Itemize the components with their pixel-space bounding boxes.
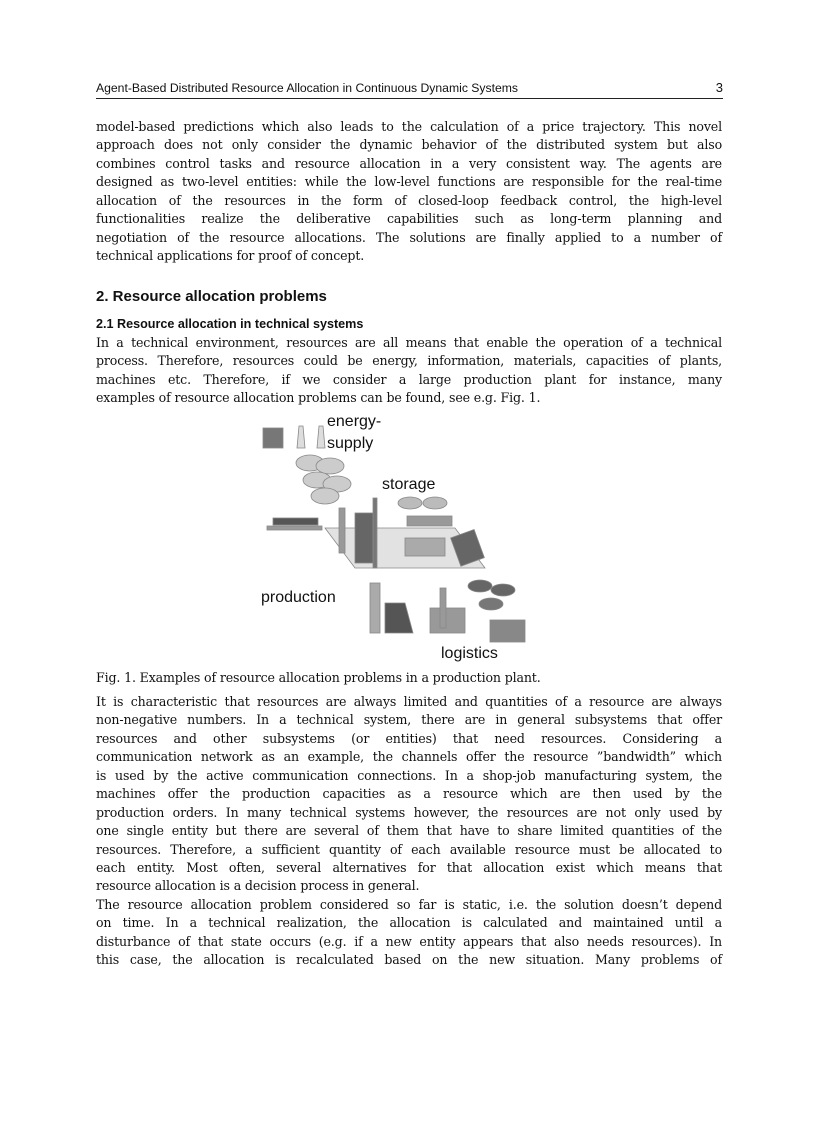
page-number: 3 bbox=[715, 80, 723, 95]
intro-paragraph bbox=[96, 118, 722, 266]
figure-production-plant bbox=[255, 408, 535, 663]
text-line: technical applications for proof of concept. bbox=[96, 248, 365, 264]
plant-illustration bbox=[263, 426, 525, 642]
text-line: on time. In a technical realization, the allocation is calculated and maintained until a bbox=[96, 915, 722, 931]
text-line: is used by the active communication connections. In a shop-job manufacturing system, the bbox=[96, 767, 722, 783]
label-energy-supply-2: supply bbox=[327, 435, 374, 452]
paragraph-3 bbox=[96, 693, 722, 896]
paragraph-2 bbox=[96, 334, 722, 408]
text-line: this case, the allocation is recalculated based on the new situation. Many problems of bbox=[96, 952, 722, 968]
label-production: production bbox=[261, 589, 336, 606]
label-energy-supply-1: energy- bbox=[327, 413, 382, 430]
text-line: resources. Therefore, a sufficient quantity of each available resource must be allocated to bbox=[96, 841, 722, 857]
text-line: negotiation of the resource allocations. The solutions are finally applied to a number of bbox=[96, 229, 722, 245]
text-line: communication network as an example, the channels offer the resource ”bandwidth” which bbox=[96, 749, 722, 765]
text-line: resource allocation is a decision process in general. bbox=[96, 878, 420, 894]
text-line: The resource allocation problem considered so far is static, i.e. the solution doesn’t depend bbox=[96, 897, 722, 912]
paragraph-4 bbox=[96, 896, 722, 970]
subsection-heading: 2.1 Resource allocation in technical systems bbox=[96, 317, 364, 331]
text-line: machines etc. Therefore, if we consider a large production plant for instance, many bbox=[96, 371, 722, 387]
label-storage: storage bbox=[382, 476, 436, 493]
text-line: allocation of the resources in the form of closed-loop feedback control, the high-level bbox=[96, 192, 722, 208]
text-line: model-based predictions which also leads to the calculation of a price trajectory. This novel bbox=[96, 119, 722, 134]
text-line: one single entity but there are several of them that have to share limited quantities of the bbox=[96, 823, 722, 839]
caption-text: Fig. 1. Examples of resource allocation problems in a production plant. bbox=[96, 670, 541, 685]
text-line: approach does not only consider the dynamic behavior of the distributed system but also bbox=[96, 137, 722, 153]
text-line: functionalities realize the deliberative capabilities such as long-term planning and bbox=[96, 211, 722, 227]
section-heading: 2. Resource allocation problems bbox=[96, 288, 327, 305]
text-line: machines offer the production capacities as a resource which are then used by the bbox=[96, 786, 722, 802]
text-line: process. Therefore, resources could be energy, information, materials, capacities of plants, bbox=[96, 353, 722, 369]
figure-caption bbox=[96, 669, 722, 687]
running-header bbox=[96, 80, 723, 99]
text-line: examples of resource allocation problems can be found, see e.g. Fig. 1. bbox=[96, 390, 541, 406]
text-line: non-negative numbers. In a technical system, there are in general subsystems that offer bbox=[96, 712, 722, 728]
text-line: each entity. Most often, several alternatives for that allocation exist which means that bbox=[96, 859, 722, 875]
text-line: combines control tasks and resource allocation in a very consistent way. The agents are bbox=[96, 155, 722, 171]
text-line: resources and other subsystems (or entities) that need resources. Considering a bbox=[96, 730, 722, 746]
label-logistics: logistics bbox=[441, 645, 498, 662]
text-line: production orders. In many technical systems however, the resources are not only used by bbox=[96, 804, 722, 820]
text-line: designed as two-level entities: while the low-level functions are responsible for the real-time bbox=[96, 174, 722, 190]
text-line: In a technical environment, resources are all means that enable the operation of a technical bbox=[96, 335, 722, 350]
text-line: It is characteristic that resources are always limited and quantities of a resource are always bbox=[96, 694, 722, 709]
text-line: disturbance of that state occurs (e.g. if a new entity appears that also needs resources). In bbox=[96, 933, 722, 949]
running-title: Agent-Based Distributed Resource Allocation in Continuous Dynamic Systems bbox=[96, 81, 519, 95]
